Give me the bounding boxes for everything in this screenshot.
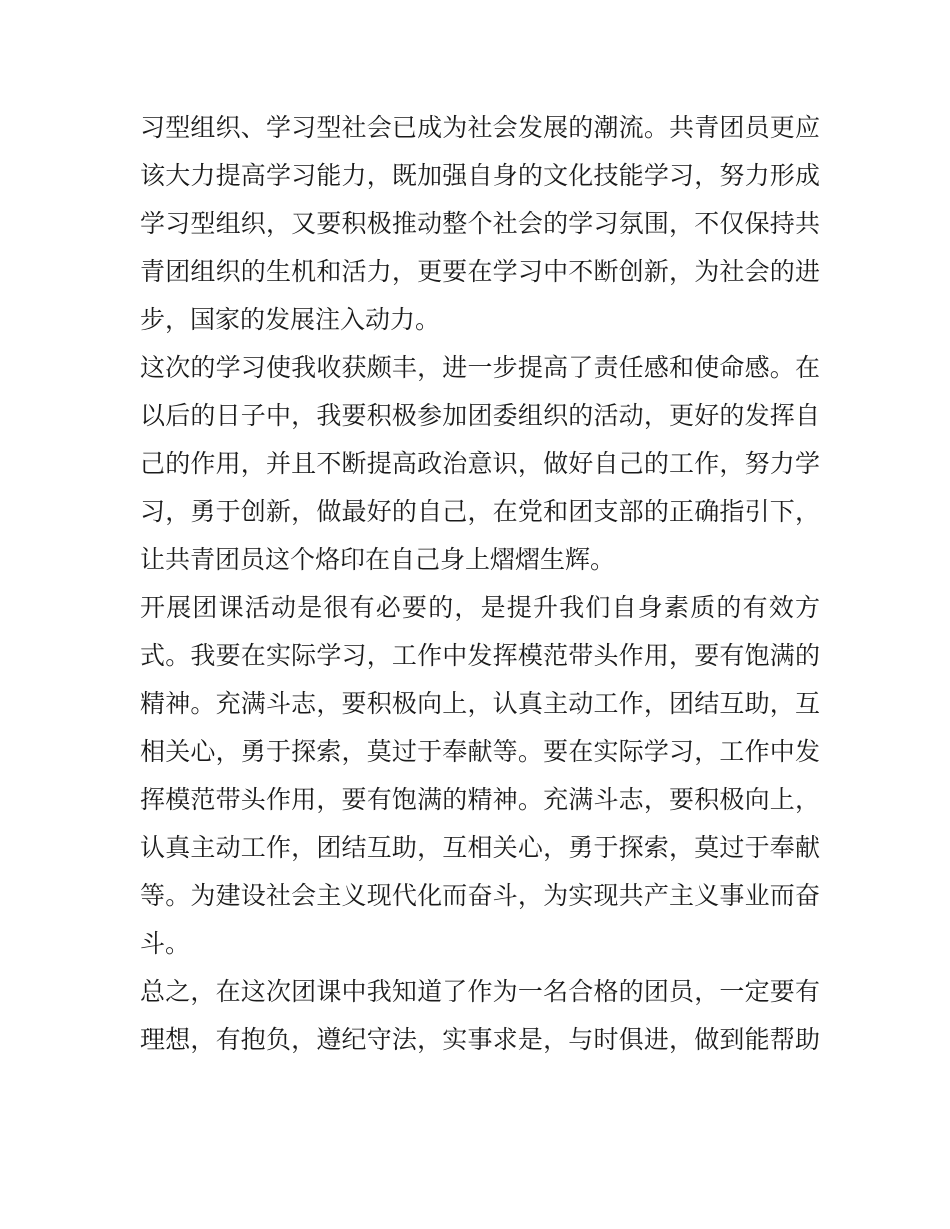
text-line bbox=[140, 632, 820, 680]
text-line bbox=[140, 968, 820, 1016]
text-line-content: 青团组织的生机和活力，更要在学习中不断创新，为社会的进 bbox=[140, 257, 820, 286]
text-line bbox=[140, 440, 820, 488]
text-line bbox=[140, 248, 820, 296]
text-line bbox=[140, 344, 820, 392]
text-line-content: 精神。充满斗志，要积极向上，认真主动工作，团结互助，互 bbox=[140, 689, 820, 718]
text-line bbox=[140, 488, 820, 536]
text-line-content: 斗。 bbox=[140, 929, 191, 958]
text-line-content: 以后的日子中，我要积极参加团委组织的活动，更好的发挥自 bbox=[140, 401, 820, 430]
text-line bbox=[140, 1016, 820, 1064]
text-line bbox=[140, 200, 820, 248]
text-line-content: 己的作用，并且不断提高政治意识，做好自己的工作，努力学 bbox=[140, 449, 820, 478]
text-line bbox=[140, 680, 820, 728]
text-line-content: 这次的学习使我收获颇丰，进一步提高了责任感和使命感。在 bbox=[140, 353, 820, 382]
text-line-content: 挥模范带头作用，要有饱满的精神。充满斗志，要积极向上， bbox=[140, 785, 820, 814]
text-line-content: 总之，在这次团课中我知道了作为一名合格的团员，一定要有 bbox=[140, 977, 820, 1006]
text-line-content: 认真主动工作，团结互助，互相关心，勇于探索，莫过于奉献 bbox=[140, 833, 820, 862]
text-line-content: 理想，有抱负，遵纪守法，实事求是，与时俱进，做到能帮助 bbox=[140, 1025, 820, 1054]
text-line-content: 学习型组织，又要积极推动整个社会的学习氛围，不仅保持共 bbox=[140, 209, 820, 238]
body-text bbox=[140, 104, 820, 1064]
text-line-content: 式。我要在实际学习，工作中发挥模范带头作用，要有饱满的 bbox=[140, 641, 820, 670]
text-line-content: 让共青团员这个烙印在自己身上熠熠生辉。 bbox=[140, 545, 616, 574]
text-line-content: 习，勇于创新，做最好的自己，在党和团支部的正确指引下， bbox=[140, 497, 820, 526]
text-line-content: 等。为建设社会主义现代化而奋斗，为实现共产主义事业而奋 bbox=[140, 881, 820, 910]
text-line-content: 步，国家的发展注入动力。 bbox=[140, 305, 441, 334]
text-line bbox=[140, 776, 820, 824]
text-line bbox=[140, 872, 820, 920]
text-line bbox=[140, 536, 820, 584]
text-line-content: 相关心，勇于探索，莫过于奉献等。要在实际学习，工作中发 bbox=[140, 737, 820, 766]
text-line bbox=[140, 584, 820, 632]
text-line bbox=[140, 392, 820, 440]
text-line-content: 习型组织、学习型社会已成为社会发展的潮流。共青团员更应 bbox=[140, 113, 820, 142]
text-line-content: 该大力提高学习能力，既加强自身的文化技能学习，努力形成 bbox=[140, 161, 820, 190]
text-line bbox=[140, 104, 820, 152]
text-line bbox=[140, 296, 820, 344]
text-line bbox=[140, 152, 820, 200]
text-line bbox=[140, 728, 820, 776]
text-line bbox=[140, 824, 820, 872]
text-line-content: 开展团课活动是很有必要的，是提升我们自身素质的有效方 bbox=[140, 593, 820, 622]
text-line bbox=[140, 920, 820, 968]
